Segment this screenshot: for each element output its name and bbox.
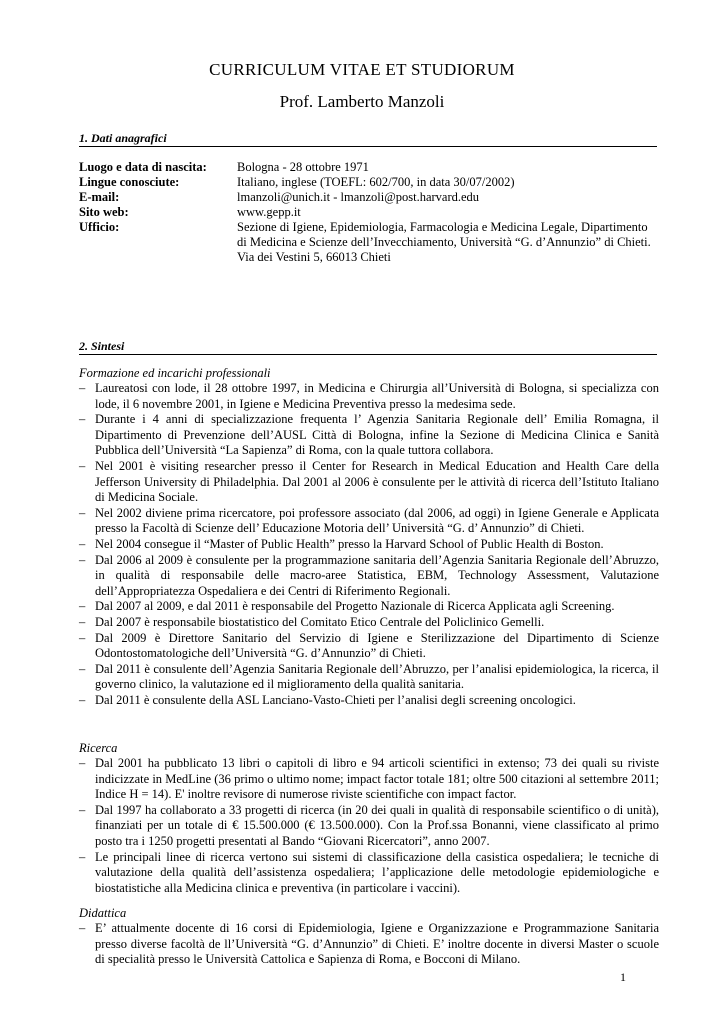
data-row-birth	[79, 160, 659, 175]
list-item: – Nel 2004 consegue il “Master of Public Health” presso la Harvard School of Public Health di Boston.	[79, 536, 604, 551]
section-heading-dati: 1. Dati anagrafici	[79, 131, 657, 147]
subheading-ricerca: Ricerca	[79, 741, 118, 755]
data-label: Ufficio:	[79, 220, 120, 234]
list-item: – Nel 2001 è visiting researcher presso il Center for Research in Medical Education and Health Care della Jefferson University di Philadelphia. Dal 2001 al 2006 è consulente per le attività di ricerca dell’Istituto Italiano di Medicina Sociale.	[79, 458, 659, 505]
data-value: Sezione di Igiene, Epidemiologia, Farmacologia e Medicina Legale, Dipartimento di Medicina e Scienze dell’Invecchiamento, Università “G. d’Annunzio” di Chieti. Via dei Vestini 5, 66013 Chieti	[237, 220, 651, 264]
author-name: Prof. Lamberto Manzoli	[279, 92, 445, 111]
list-item: – Dal 2009 è Direttore Sanitario del Servizio di Igiene e Sterilizzazione del Dipartimento di Scienze Odontostomatologiche dell’Università “G. d’Annunzio” di Chieti.	[79, 630, 659, 661]
list-item: – Laureatosi con lode, il 28 ottobre 1997, in Medicina e Chirurgia all’Università di Bologna, si specializza con lode, il 6 novembre 2001, in Igiene e Medicina Preventiva presso la medesima sede.	[79, 381, 659, 411]
list-item: – E’ attualmente docente di 16 corsi di Epidemiologia, Igiene e Organizzazione e Programmazione Sanitaria presso diverse facoltà de ll’Università “G. d’Annunzio” di Chieti. E’ inoltre docente in diversi Master o scuole di specialità presso le Università Cattolica e Sapienza di Roma, e Bocconi di Milano.	[79, 921, 659, 967]
data-row-office	[79, 220, 659, 265]
data-label: Luogo e data di nascita:	[79, 160, 207, 174]
list-item: – Nel 2002 diviene prima ricercatore, poi professore associato (dal 2006, ad oggi) in Igiene Generale e Applicata presso la Facoltà di Scienze dell’ Educazione Motoria dell’ Università “G. d’ Annunzio” di Chieti.	[79, 505, 659, 536]
list-item: – Dal 2007 al 2009, e dal 2011 è responsabile del Progetto Nazionale di Ricerca Applicata agli Screening.	[79, 599, 615, 614]
list-item: – Dal 2001 ha pubblicato 13 libri o capitoli di libro e 94 articoli scientifici in extenso; 73 dei quali su riviste indicizzate in MedLine (36 primo o ultimo nome; impact factor totale 181; oltre 500 citazioni al settembre 2011; Indice H = 14). E' inoltre revisore di numerose riviste scientifiche con impact factor.	[79, 756, 659, 802]
data-row-email	[79, 190, 659, 205]
document-title: CURRICULUM VITAE ET STUDIORUM	[209, 60, 515, 79]
page-number: 1	[620, 970, 626, 984]
data-label: E-mail:	[79, 190, 120, 204]
list-item: – Dal 2011 è consulente della ASL Lanciano-Vasto-Chieti per l’analisi degli screening oncologici.	[79, 692, 576, 707]
section-heading-sintesi: 2. Sintesi	[79, 339, 657, 355]
data-row-languages	[79, 175, 659, 190]
didattica-list	[79, 921, 659, 968]
data-value: www.gepp.it	[237, 205, 301, 219]
data-value: Bologna - 28 ottobre 1971	[237, 160, 369, 174]
data-value: Italiano, inglese (TOEFL: 602/700, in data 30/07/2002)	[237, 175, 515, 189]
list-item: – Dal 1997 ha collaborato a 33 progetti di ricerca (in 20 dei quali in qualità di responsabile scientifico o di unità), finanziati per un totale di € 15.500.000 (€ 13.500.000). Con la Prof.ssa Bonanni, viene classificato al primo posto tra i 1250 progetti presentati al Bando “Giovani Ricercatori”, anno 2007.	[79, 802, 659, 848]
list-item: – Durante i 4 anni di specializzazione frequenta l’ Agenzia Sanitaria Regionale dell’ Emilia Romagna, il Dipartimento di Prevenzione dell’AUSL Città di Bologna, infine la Sezione di Medicina Clinica e Sanità Pubblica dell’Università “La Sapienza” di Roma, con la quale tuttora collabora.	[79, 412, 659, 458]
ricerca-list	[79, 756, 659, 896]
list-item: – Dal 2006 al 2009 è consulente per la programmazione sanitaria dell’Agenzia Sanitaria Regionale dell’Abruzzo, in qualità di responsabile delle macro-aree Statistica, EBM, Technology Assessment, Valutazione dell’Appropriatezza Ospedaliera e dei Centri di Riferimento Regionali.	[79, 552, 659, 598]
list-item: – Le principali linee di ricerca vertono sui sistemi di classificazione della casistica ospedaliera; le tecniche di valutazione della qualità dell’assistenza ospedaliera; l’applicazione delle metodologie epidemiologiche e biostatistiche alla Medicina clinica e preventiva (in particolare i vaccini).	[79, 849, 659, 895]
list-item: – Dal 2011 è consulente dell’Agenzia Sanitaria Regionale dell’Abruzzo, per l’analisi epidemiologica, la ricerca, il governo clinico, la valutazione ed il miglioramento della qualità sanitaria.	[79, 661, 659, 692]
data-row-website	[79, 205, 659, 220]
data-value: lmanzoli@unich.it - lmanzoli@post.harvard.edu	[237, 190, 480, 204]
list-item: – Dal 2007 è responsabile biostatistico del Comitato Etico Centrale del Policlinico Gemelli.	[79, 614, 545, 629]
data-label: Sito web:	[79, 205, 129, 219]
subheading-formazione: Formazione ed incarichi professionali	[79, 366, 271, 380]
formazione-list	[79, 381, 659, 708]
data-label: Lingue conosciute:	[79, 175, 180, 189]
subheading-didattica: Didattica	[79, 906, 127, 920]
personal-data-table	[79, 160, 659, 265]
